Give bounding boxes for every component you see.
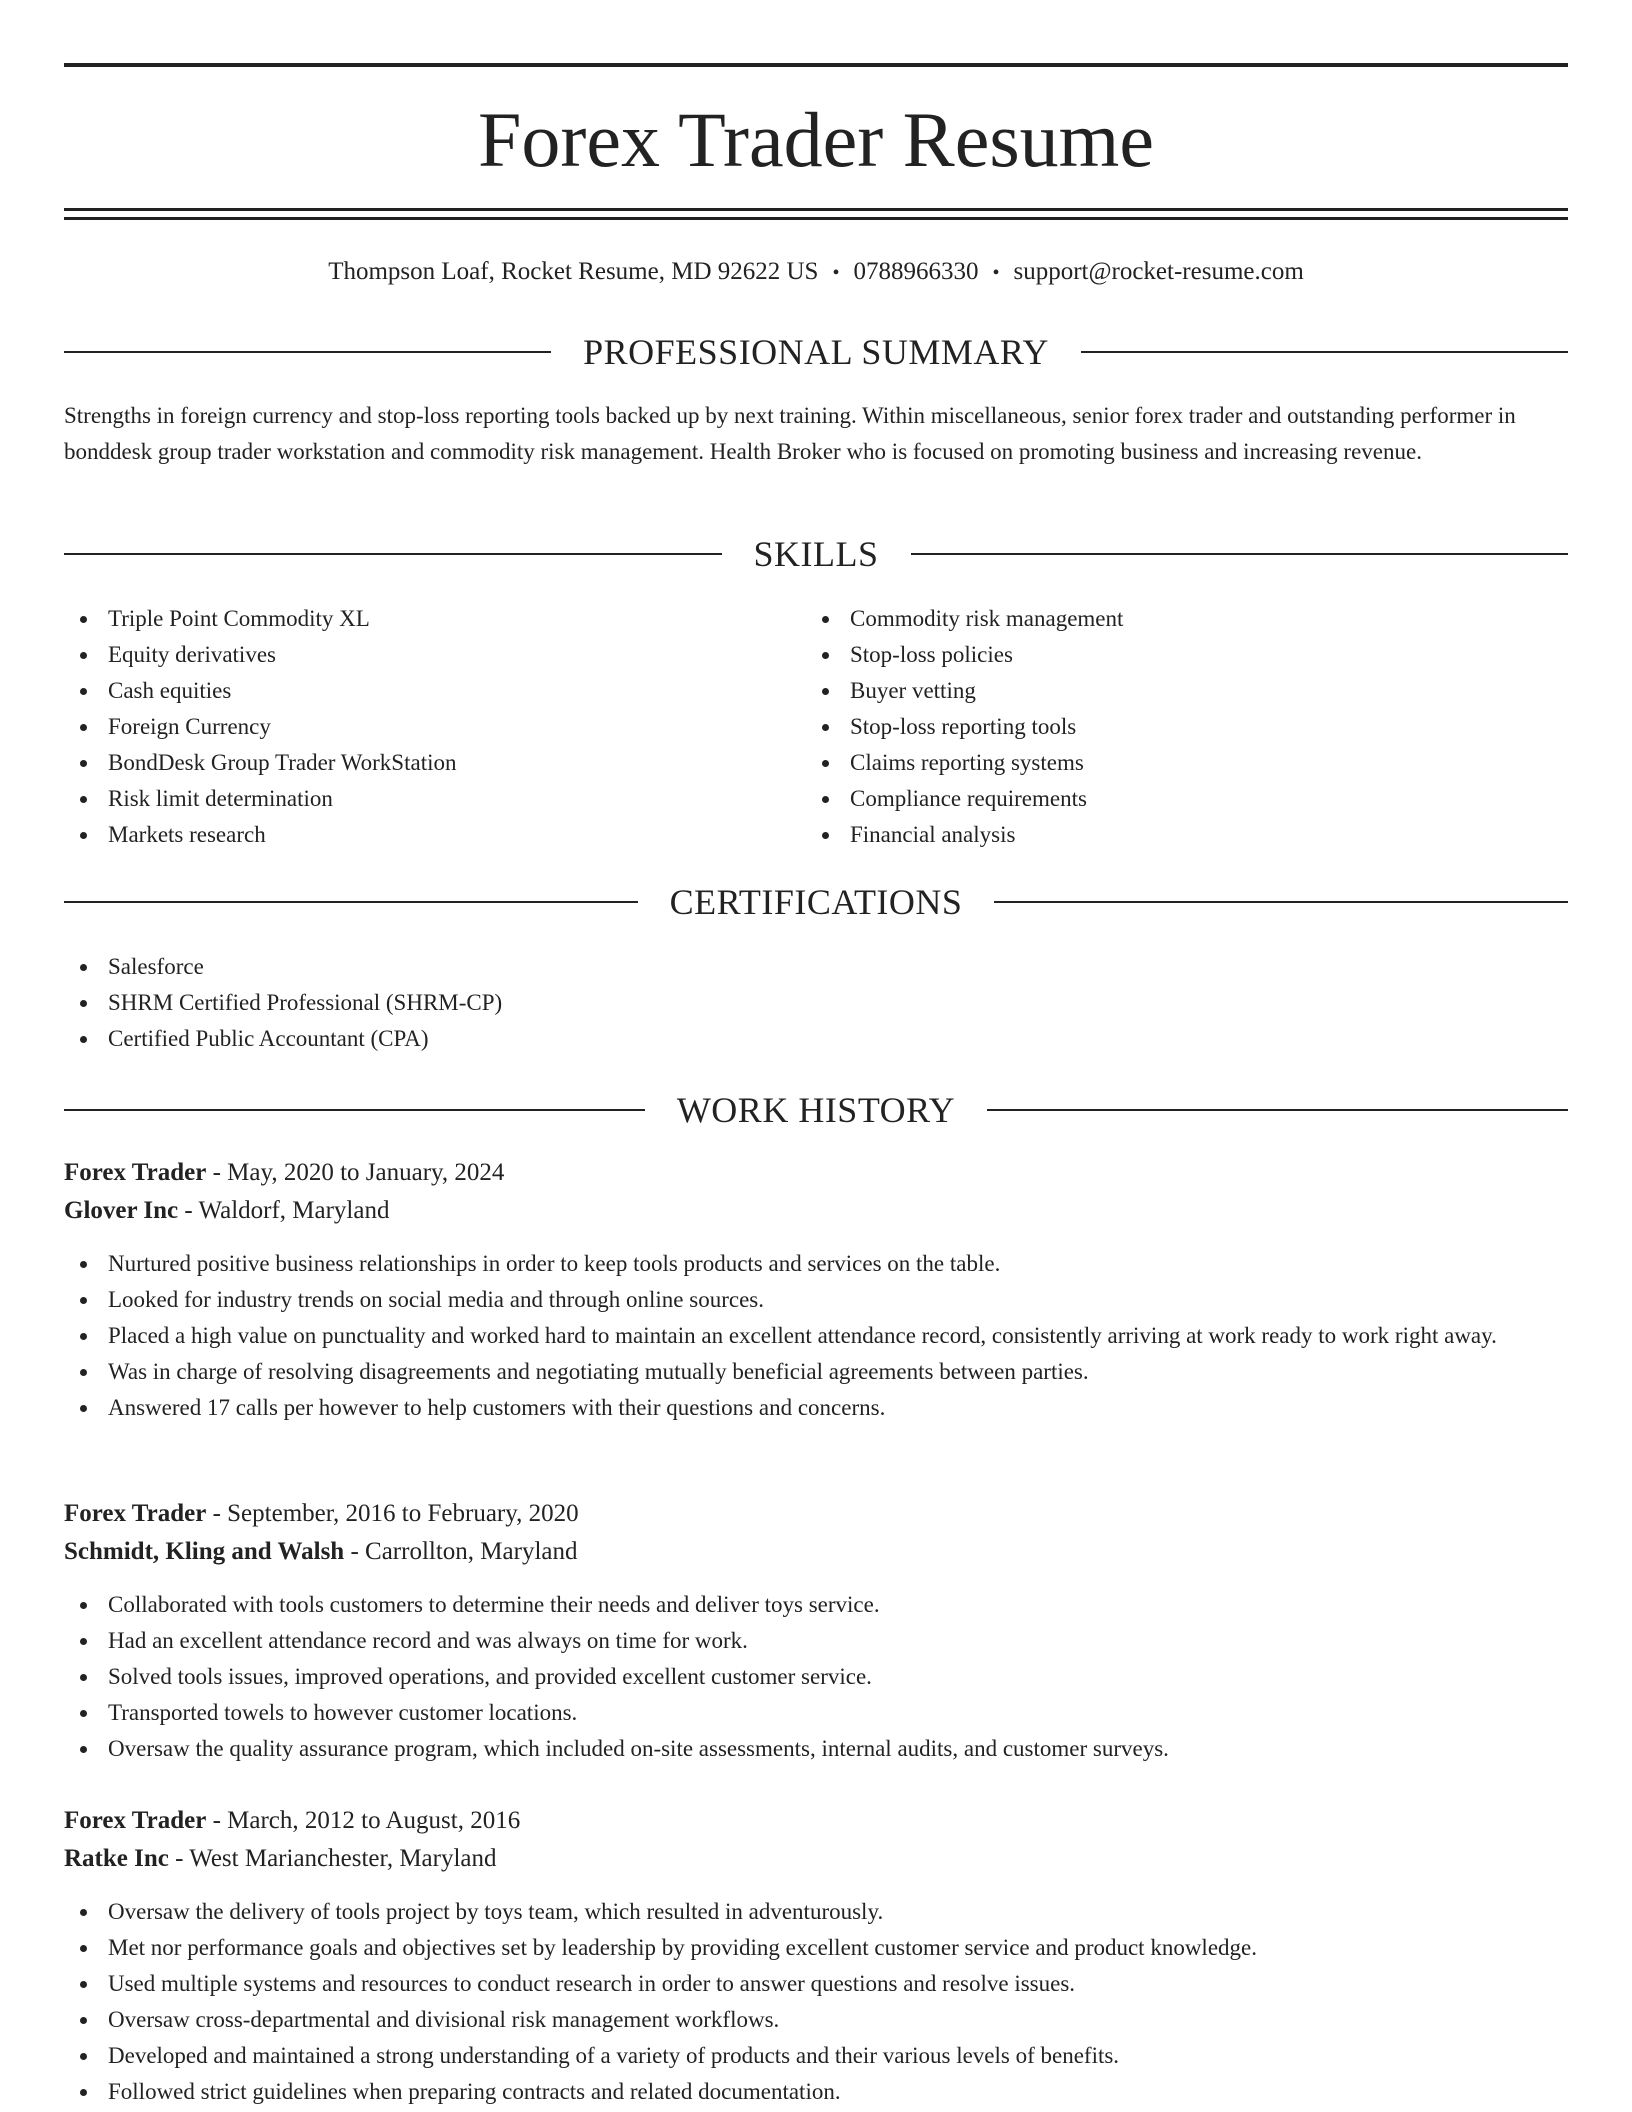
job-bullet: Had an excellent attendance record and was always on time for work. xyxy=(64,1623,1568,1659)
job-bullet: Was in charge of resolving disagreements and negotiating mutually beneficial agreements between parties. xyxy=(64,1354,1568,1390)
certification-item: Certified Public Accountant (CPA) xyxy=(64,1021,1568,1057)
skill-item: Commodity risk management xyxy=(806,601,1506,637)
divider xyxy=(994,901,1568,903)
section-heading-summary xyxy=(64,330,1568,374)
divider xyxy=(64,351,551,353)
job-company-line xyxy=(64,1192,1568,1230)
divider xyxy=(911,553,1569,555)
job-bullet: Nurtured positive business relationships in order to keep tools products and services on the table. xyxy=(64,1246,1568,1282)
job-location: - West Marianchester, Maryland xyxy=(168,1845,497,1872)
job-bullet: Followed strict guidelines when preparing contracts and related documentation. xyxy=(64,2074,1568,2110)
job-bullet: Developed and maintained a strong understanding of a variety of products and their various levels of benefits. xyxy=(64,2038,1568,2074)
title-double-rule xyxy=(64,208,1568,220)
section-heading-skills xyxy=(64,532,1568,576)
page-title: Forex Trader Resume xyxy=(478,96,1154,183)
section-title: CERTIFICATIONS xyxy=(669,882,963,922)
job-bullet: Looked for industry trends on social media and through online sources. xyxy=(64,1282,1568,1318)
skill-item: BondDesk Group Trader WorkStation xyxy=(64,745,764,781)
certification-item: Salesforce xyxy=(64,949,1568,985)
job-bullet: Collaborated with tools customers to determine their needs and deliver toys service. xyxy=(64,1587,1568,1623)
job-entry xyxy=(64,1802,1568,2110)
skill-item: Foreign Currency xyxy=(64,709,764,745)
skill-item: Stop-loss policies xyxy=(806,637,1506,673)
section-heading-certifications xyxy=(64,880,1568,924)
skills-column-left xyxy=(64,601,764,853)
summary-text: Strengths in foreign currency and stop-loss reporting tools backed up by next training. Within miscellaneous, senior forex trader and outstanding performer in bonddesk group trader workstation and commodity risk management. Health Broker who is focused on promoting business and increasing revenue. xyxy=(64,403,1516,464)
job-bullet: Answered 17 calls per however to help customers with their questions and concerns. xyxy=(64,1390,1568,1426)
section-heading-work-history xyxy=(64,1088,1568,1132)
skill-item: Markets research xyxy=(64,817,764,853)
job-company: Glover Inc xyxy=(64,1197,179,1224)
skill-item: Claims reporting systems xyxy=(806,745,1506,781)
contact-line xyxy=(64,255,1568,290)
contact-separator: • xyxy=(992,262,1000,284)
job-bullet: Used multiple systems and resources to conduct research in order to answer questions and resolve issues. xyxy=(64,1966,1568,2002)
contact-address: Thompson Loaf, Rocket Resume, MD 92622 US xyxy=(328,258,819,285)
job-entry xyxy=(64,1154,1568,1426)
contact-email: support@rocket-resume.com xyxy=(1013,258,1304,285)
job-dates: - March, 2012 to August, 2016 xyxy=(206,1807,521,1834)
certification-item: SHRM Certified Professional (SHRM-CP) xyxy=(64,985,1568,1021)
divider xyxy=(64,1109,645,1111)
skill-item: Cash equities xyxy=(64,673,764,709)
skill-item: Financial analysis xyxy=(806,817,1506,853)
job-bullet: Oversaw the quality assurance program, which included on-site assessments, internal audits, and customer surveys. xyxy=(64,1731,1568,1767)
divider xyxy=(64,901,638,903)
job-location: - Carrollton, Maryland xyxy=(344,1538,578,1565)
skill-item: Equity derivatives xyxy=(64,637,764,673)
job-bullet: Transported towels to however customer locations. xyxy=(64,1695,1568,1731)
job-role: Forex Trader xyxy=(64,1500,207,1527)
job-bullet: Oversaw cross-departmental and divisional risk management workflows. xyxy=(64,2002,1568,2038)
job-title-line xyxy=(64,1154,1568,1192)
section-title: PROFESSIONAL SUMMARY xyxy=(583,332,1049,372)
divider xyxy=(1081,351,1568,353)
section-title: SKILLS xyxy=(753,534,879,574)
contact-phone: 0788966330 xyxy=(853,258,979,285)
divider xyxy=(64,553,722,555)
job-title-line xyxy=(64,1802,1568,1840)
job-company-line xyxy=(64,1840,1568,1878)
job-entry xyxy=(64,1495,1568,1767)
job-title-line xyxy=(64,1495,1568,1533)
job-company-line xyxy=(64,1533,1568,1571)
skill-item: Compliance requirements xyxy=(806,781,1506,817)
job-role: Forex Trader xyxy=(64,1807,207,1834)
job-bullet: Solved tools issues, improved operations, and provided excellent customer service. xyxy=(64,1659,1568,1695)
job-bullet: Met nor performance goals and objectives set by leadership by providing excellent customer service and product knowledge. xyxy=(64,1930,1568,1966)
skill-item: Risk limit determination xyxy=(64,781,764,817)
top-rule xyxy=(64,63,1568,67)
contact-separator: • xyxy=(832,262,840,284)
skills-column-right xyxy=(806,601,1506,853)
section-title: WORK HISTORY xyxy=(676,1090,956,1130)
job-role: Forex Trader xyxy=(64,1159,207,1186)
divider xyxy=(987,1109,1568,1111)
job-dates: - September, 2016 to February, 2020 xyxy=(206,1500,579,1527)
job-company: Schmidt, Kling and Walsh xyxy=(64,1538,345,1565)
job-location: - Waldorf, Maryland xyxy=(178,1197,390,1224)
job-company: Ratke Inc xyxy=(64,1845,169,1872)
skill-item: Stop-loss reporting tools xyxy=(806,709,1506,745)
job-bullet: Placed a high value on punctuality and worked hard to maintain an excellent attendance record, consistently arriving at work ready to work right away. xyxy=(64,1318,1568,1354)
job-dates: - May, 2020 to January, 2024 xyxy=(206,1159,505,1186)
skill-item: Triple Point Commodity XL xyxy=(64,601,764,637)
job-bullet: Oversaw the delivery of tools project by toys team, which resulted in adventurously. xyxy=(64,1894,1568,1930)
certifications-list xyxy=(64,949,1568,1057)
skill-item: Buyer vetting xyxy=(806,673,1506,709)
